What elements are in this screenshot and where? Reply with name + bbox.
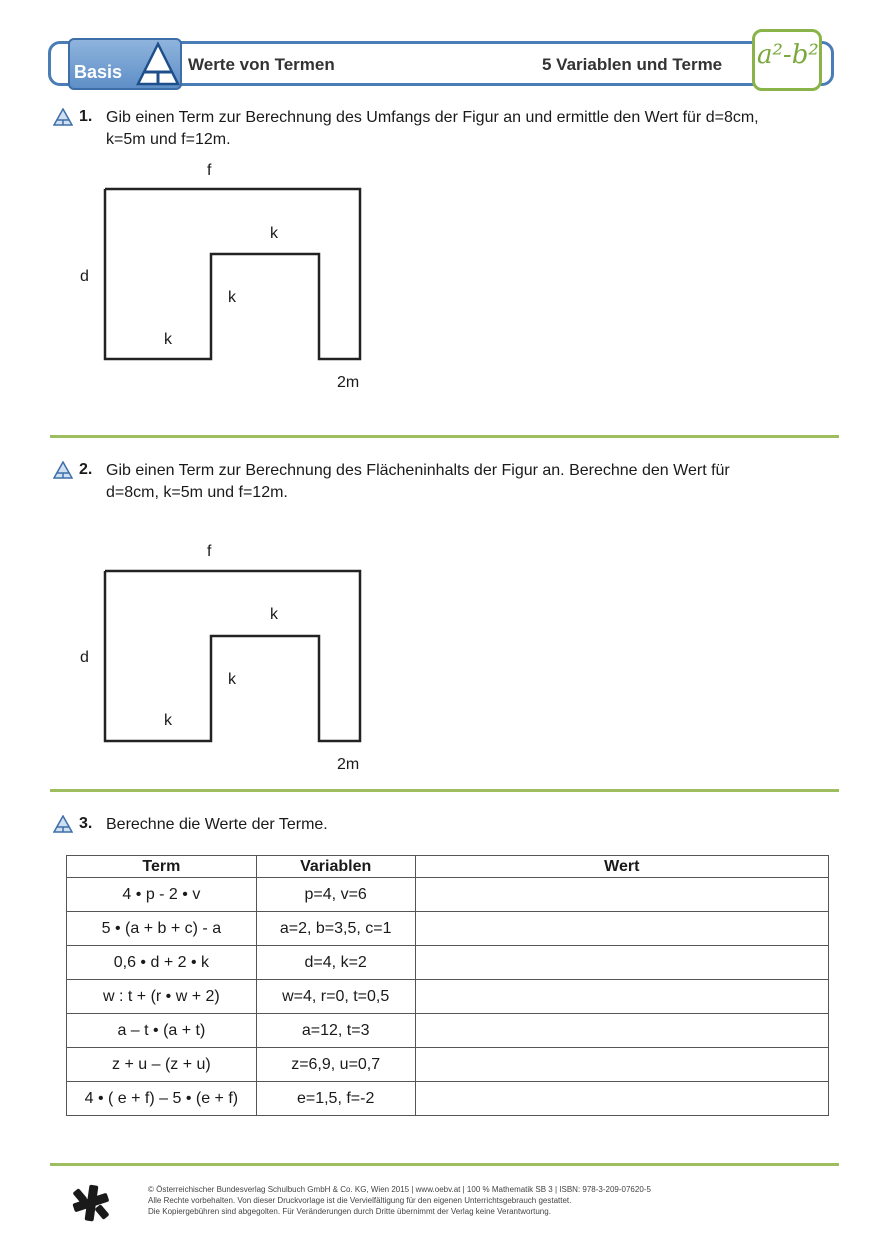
divider [50, 435, 839, 438]
table-row [67, 946, 829, 980]
term-cell: 4 • ( e + f) – 5 • (e + f) [67, 1082, 257, 1116]
value-answer-cell[interactable] [415, 946, 828, 980]
task-text-line: k=5m und f=12m. [106, 131, 231, 148]
formula-text: a²-b² [757, 40, 819, 70]
term-cell: 4 • p - 2 • v [67, 878, 257, 912]
column-header-term: Term [67, 856, 257, 878]
variables-cell: a=2, b=3,5, c=1 [256, 912, 415, 946]
table-header-row [67, 856, 829, 878]
label-f: f [207, 543, 212, 560]
footer-copyright [148, 1184, 651, 1217]
label-k-left: k [164, 331, 172, 348]
value-answer-cell[interactable] [415, 912, 828, 946]
task-text-line: Gib einen Term zur Berechnung des Umfangs der Figur an und ermittle den Wert für d=8cm, [106, 109, 759, 126]
label-k-inner: k [228, 289, 236, 306]
task-number: 1. [79, 108, 93, 125]
table-row [67, 912, 829, 946]
basis-level-icon [53, 461, 73, 479]
label-k-left: k [164, 712, 172, 729]
variables-cell: a=12, t=3 [256, 1014, 415, 1048]
label-f: f [207, 162, 212, 179]
value-answer-cell[interactable] [415, 1014, 828, 1048]
variables-cell: d=4, k=2 [256, 946, 415, 980]
task-number: 3. [79, 815, 93, 832]
label-d: d [80, 268, 89, 285]
label-k-top: k [270, 606, 278, 623]
term-cell: 0,6 • d + 2 • k [67, 946, 257, 980]
task-text-line: Gib einen Term zur Berechnung des Flächeninhalts der Figur an. Berechne den Wert für [106, 462, 730, 479]
task-text-line: d=8cm, k=5m und f=12m. [106, 484, 288, 501]
value-answer-cell[interactable] [415, 1082, 828, 1116]
column-header-variablen: Variablen [256, 856, 415, 878]
label-2m: 2m [337, 374, 360, 391]
figure-u-shape [100, 567, 370, 747]
footer-line: Alle Rechte vorbehalten. Von dieser Druckvorlage ist die Vervielfältigung für den eigenen Unterrichtsgebrauch gestattet. [148, 1196, 572, 1205]
table-row [67, 1048, 829, 1082]
value-answer-cell[interactable] [415, 980, 828, 1014]
column-header-wert: Wert [415, 856, 828, 878]
label-k-inner: k [228, 671, 236, 688]
term-cell: 5 • (a + b + c) - a [67, 912, 257, 946]
chapter-title: 5 Variablen und Terme [542, 55, 723, 74]
variables-cell: e=1,5, f=-2 [256, 1082, 415, 1116]
footer-line: © Österreichischer Bundesverlag Schulbuch GmbH & Co. KG, Wien 2015 | www.oebv.at | 100 % Mathematik SB 3 | ISBN: 978-3-209-07620-5 [148, 1185, 651, 1194]
value-answer-cell[interactable] [415, 1048, 828, 1082]
table-row [67, 1082, 829, 1116]
page-title: Werte von Termen [188, 55, 335, 74]
footer-divider [50, 1163, 839, 1166]
label-2m: 2m [337, 756, 360, 773]
label-k-top: k [270, 225, 278, 242]
table-row [67, 878, 829, 912]
variables-cell: w=4, r=0, t=0,5 [256, 980, 415, 1014]
basis-level-icon [53, 815, 73, 833]
term-cell: a – t • (a + t) [67, 1014, 257, 1048]
basis-label: Basis [74, 62, 123, 82]
footer-line: Die Kopiergebühren sind abgegolten. Für Veränderungen durch Dritte übernimmt der Verlag keine Verantwortung. [148, 1207, 551, 1216]
table-row [67, 1014, 829, 1048]
value-answer-cell[interactable] [415, 878, 828, 912]
task-text-line: Berechne die Werte der Terme. [106, 816, 328, 833]
variables-cell: z=6,9, u=0,7 [256, 1048, 415, 1082]
variables-cell: p=4, v=6 [256, 878, 415, 912]
divider [50, 789, 839, 792]
term-cell: w : t + (r • w + 2) [67, 980, 257, 1014]
basis-level-icon [53, 108, 73, 126]
table-row [67, 980, 829, 1014]
terms-table [66, 855, 829, 1116]
task-number: 2. [79, 461, 93, 478]
label-d: d [80, 649, 89, 666]
publisher-logo-icon [70, 1183, 112, 1223]
term-cell: z + u – (z + u) [67, 1048, 257, 1082]
figure-u-shape [100, 185, 370, 365]
